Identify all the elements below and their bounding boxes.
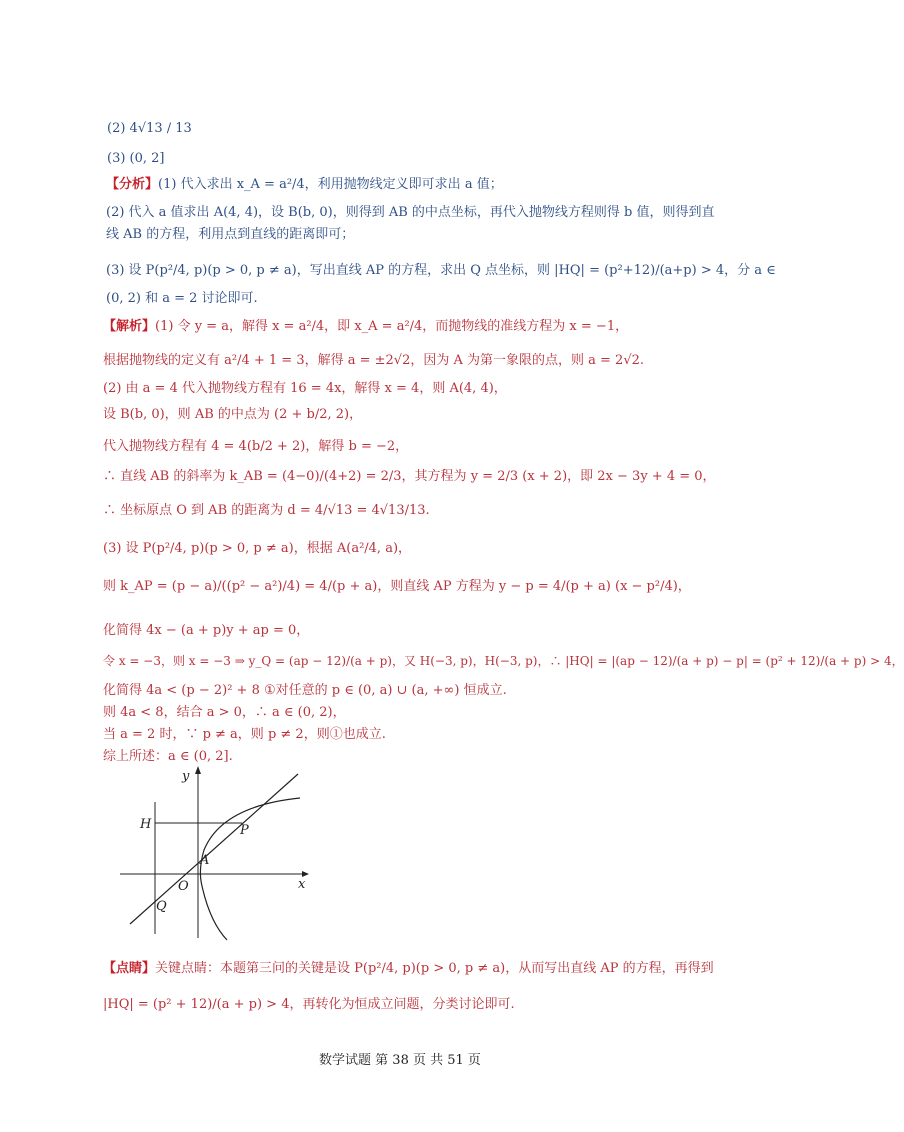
label-p: P [240,823,249,838]
solution-line-4: 设 B(b, 0)，则 AB 的中点为 (2 + b/2, 2)， [103,407,363,422]
analysis-tag: 【分析】 [106,177,159,192]
label-y: y [182,769,190,784]
solution-line-15: 综上所述：a ∈ (0, 2]. [103,749,233,764]
analysis-line-4: (3) 设 P(p²/4, p)(p > 0, p ≠ a)，写出直线 AP 的方程，求出 Q 点坐标，则 |HQ| = (p²+12)/(a+p) > 4，分 a ∈ [106,263,776,278]
analysis-line-2: (2) 代入 a 值求出 A(4, 4)，设 B(b, 0)，则得到 AB 的中点坐标，再代入抛物线方程则得 b 值，则得到直 [106,205,715,220]
analysis-line-1: 【分析】(1) 代入求出 x_A = a²/4，利用抛物线定义即可求出 a 值； [106,177,503,192]
solution-line-9: 则 k_AP = (p − a)/((p² − a²)/4) = 4/(p + a)，则直线 AP 方程为 y − p = 4/(p + a) (x − p²/4)， [103,579,691,594]
comment-tag: 【点睛】 [103,961,156,976]
label-h: H [140,817,152,832]
answer-3: (3) (0, 2] [107,151,165,166]
comment-line-1: 【点睛】关键点睛：本题第三问的关键是设 P(p²/4, p)(p > 0, p ≠ a)，从而写出直线 AP 的方程，再得到 [103,961,714,976]
y-axis-arrow [195,766,201,774]
solution-line-7: ∴ 坐标原点 O 到 AB 的距离为 d = 4/√13 = 4√13/13. [103,503,430,518]
solution-line-10: 化简得 4x − (a + p)y + ap = 0， [103,623,310,638]
solution-line-5: 代入抛物线方程有 4 = 4(b/2 + 2)，解得 b = −2， [103,439,409,454]
solution-line-8: (3) 设 P(p²/4, p)(p > 0, p ≠ a)，根据 A(a²/4, a)， [103,541,412,556]
solution-line-14: 当 a = 2 时，∵ p ≠ a，则 p ≠ 2，则①也成立. [103,727,386,742]
solution-tag: 【解析】 [103,319,156,334]
solution-line-13: 则 4a < 8，结合 a > 0，∴ a ∈ (0, 2)， [103,705,346,720]
label-o: O [178,879,189,894]
solution-line-6: ∴ 直线 AB 的斜率为 k_AB = (4−0)/(4+2) = 2/3，其方程为 y = 2/3 (x + 2)，即 2x − 3y + 4 = 0， [103,469,716,484]
label-x: x [298,877,306,892]
solution-line-3: (2) 由 a = 4 代入抛物线方程有 16 = 4x，解得 x = 4，则 A(4, 4)， [103,381,507,396]
parabola-curve [200,798,300,940]
solution-line-1: 【解析】(1) 令 y = a，解得 x = a²/4，即 x_A = a²/4，而抛物线的准线方程为 x = −1， [103,319,629,334]
solution-line-2: 根据抛物线的定义有 a²/4 + 1 = 3，解得 a = ±2√2，因为 A 为第一象限的点，则 a = 2√2. [103,353,645,368]
solution-line-11: 令 x = −3，则 x = −3 ⇒ y_Q = (ap − 12)/(a + p)，又 H(−3, p)，H(−3, p)，∴ |HQ| = |(ap − 12)/(a + p) − p| = (p² + 12)/(a + p) > 4， [103,654,904,668]
analysis-line-3: 线 AB 的方程，利用点到直线的距离即可； [106,227,355,242]
answer-2: (2) 4√13 / 13 [107,121,192,136]
parabola-figure [112,762,312,940]
solution-line-12: 化简得 4a < (p − 2)² + 8 ①对任意的 p ∈ (0, a) ∪ (a, +∞) 恒成立. [103,683,507,698]
page-footer: 数学试题 第 38 页 共 51 页 [319,1053,481,1068]
analysis-line-5: (0, 2) 和 a = 2 讨论即可. [106,291,258,306]
label-a: A [200,853,210,868]
comment-line-2: |HQ| = (p² + 12)/(a + p) > 4，再转化为恒成立问题，分类讨论即可. [103,997,515,1012]
label-q: Q [156,899,167,914]
